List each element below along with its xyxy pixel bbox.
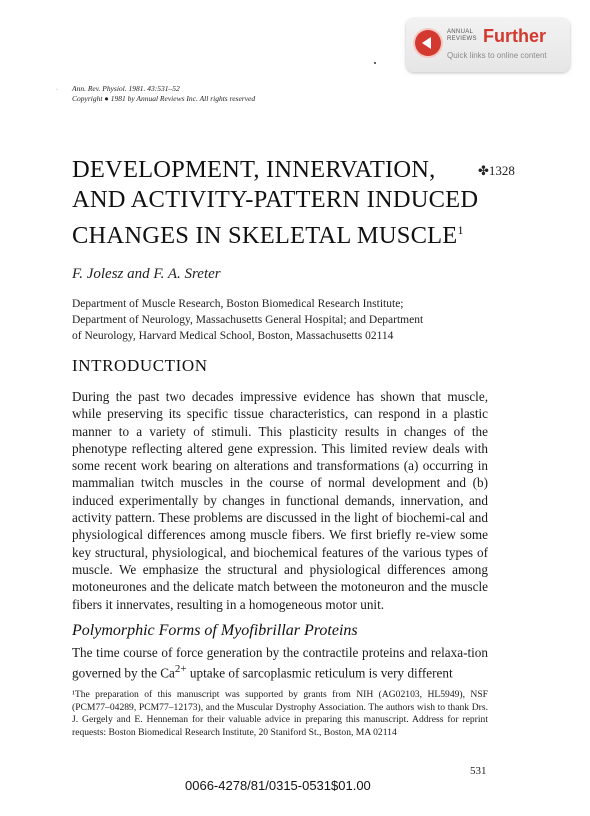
title-line-3-text: CHANGES IN SKELETAL MUSCLE bbox=[72, 222, 458, 250]
article-number: ✤1328 bbox=[478, 163, 515, 178]
section-subheading: Polymorphic Forms of Myofibrillar Proteins bbox=[72, 622, 358, 639]
affiliation-line-1: Department of Muscle Research, Boston Biomedical Research Institute; bbox=[72, 298, 404, 310]
calcium-superscript: 2+ bbox=[174, 663, 187, 676]
authors: F. Jolesz and F. A. Sreter bbox=[72, 266, 221, 282]
journal-citation: Ann. Rev. Physiol. 1981. 43:531–52 bbox=[72, 84, 180, 93]
margin-dot-icon: · bbox=[56, 87, 58, 93]
badge-subtitle: Quick links to online content bbox=[447, 51, 547, 60]
affiliation-line-2: Department of Neurology, Massachusetts General Hospital; and Department bbox=[72, 314, 424, 326]
section-text-before: The time course of force generation by the contractile proteins and relaxa-tion governed by the Ca bbox=[72, 645, 488, 681]
issn-code: 0066-4278/81/0315-0531$01.00 bbox=[185, 778, 371, 793]
title-line-3 bbox=[72, 215, 502, 251]
badge-further-text: Further bbox=[483, 26, 546, 46]
section-text-after: uptake of sarcoplasmic reticulum is very different bbox=[186, 665, 453, 681]
annual-reviews-further-badge[interactable] bbox=[406, 18, 570, 72]
copyright-line: Copyright ● 1981 by Annual Reviews Inc. All rights reserved bbox=[72, 94, 256, 103]
footnote: ¹The preparation of this manuscript was supported by grants from NIH (AG02103, HL5949), NSF (PCM77–04289, PCM77–12173), and the Muscular Dystrophy Association. The authors wish to thank Drs. J. Gergely and E. Henneman for their valuable advice in preparing this manuscript. Address for reprint requests: Boston Biomedical Research Institute, 20 Staniford St., Boston, MA 02114 bbox=[72, 689, 488, 738]
introduction-heading: INTRODUCTION bbox=[72, 356, 208, 375]
badge-annual-reviews-label bbox=[447, 29, 481, 43]
badge-annual-text: ANNUAL bbox=[447, 29, 474, 35]
affiliation-line-3: of Neurology, Harvard Medical School, Boston, Massachusetts 02114 bbox=[72, 330, 394, 342]
annual-reviews-logo-icon bbox=[415, 30, 441, 56]
journal-header bbox=[72, 84, 255, 104]
section-paragraph bbox=[72, 644, 488, 682]
title-line-1: DEVELOPMENT, INNERVATION, bbox=[72, 156, 436, 183]
page-number: 531 bbox=[470, 765, 487, 777]
introduction-paragraph: During the past two decades impressive evidence has shown that muscle, while preserving its specific tissue characteristics, can respond in a plastic manner to a variety of stimuli. This plasticity results in changes of the phenotype reflecting altered gene expression. This limited review deals with some recent work bearing on alterations and transformations (a) occurring in mammalian twitch muscles in the course of normal development and (b) induced experimentally by changes in functional demands, innervation, and activity pattern. These problems are discussed in the light of biochemi-cal and physiological differences among muscle fibers. We first briefly re-view some key structural, physiological, and biochemical features of the various types of muscle. We emphasize the structural and physiological differences among motoneurones and the delicate match between the motoneuron and the muscle fibers it innervates, resulting in a homogeneous motor unit. bbox=[72, 389, 488, 612]
article-title bbox=[72, 155, 502, 251]
title-footnote-mark[interactable]: 1 bbox=[457, 223, 464, 237]
affiliation bbox=[72, 296, 512, 344]
scan-speck bbox=[374, 62, 376, 64]
title-line-2: AND ACTIVITY-PATTERN INDUCED bbox=[72, 186, 479, 213]
badge-reviews-text: REVIEWS bbox=[447, 36, 477, 42]
